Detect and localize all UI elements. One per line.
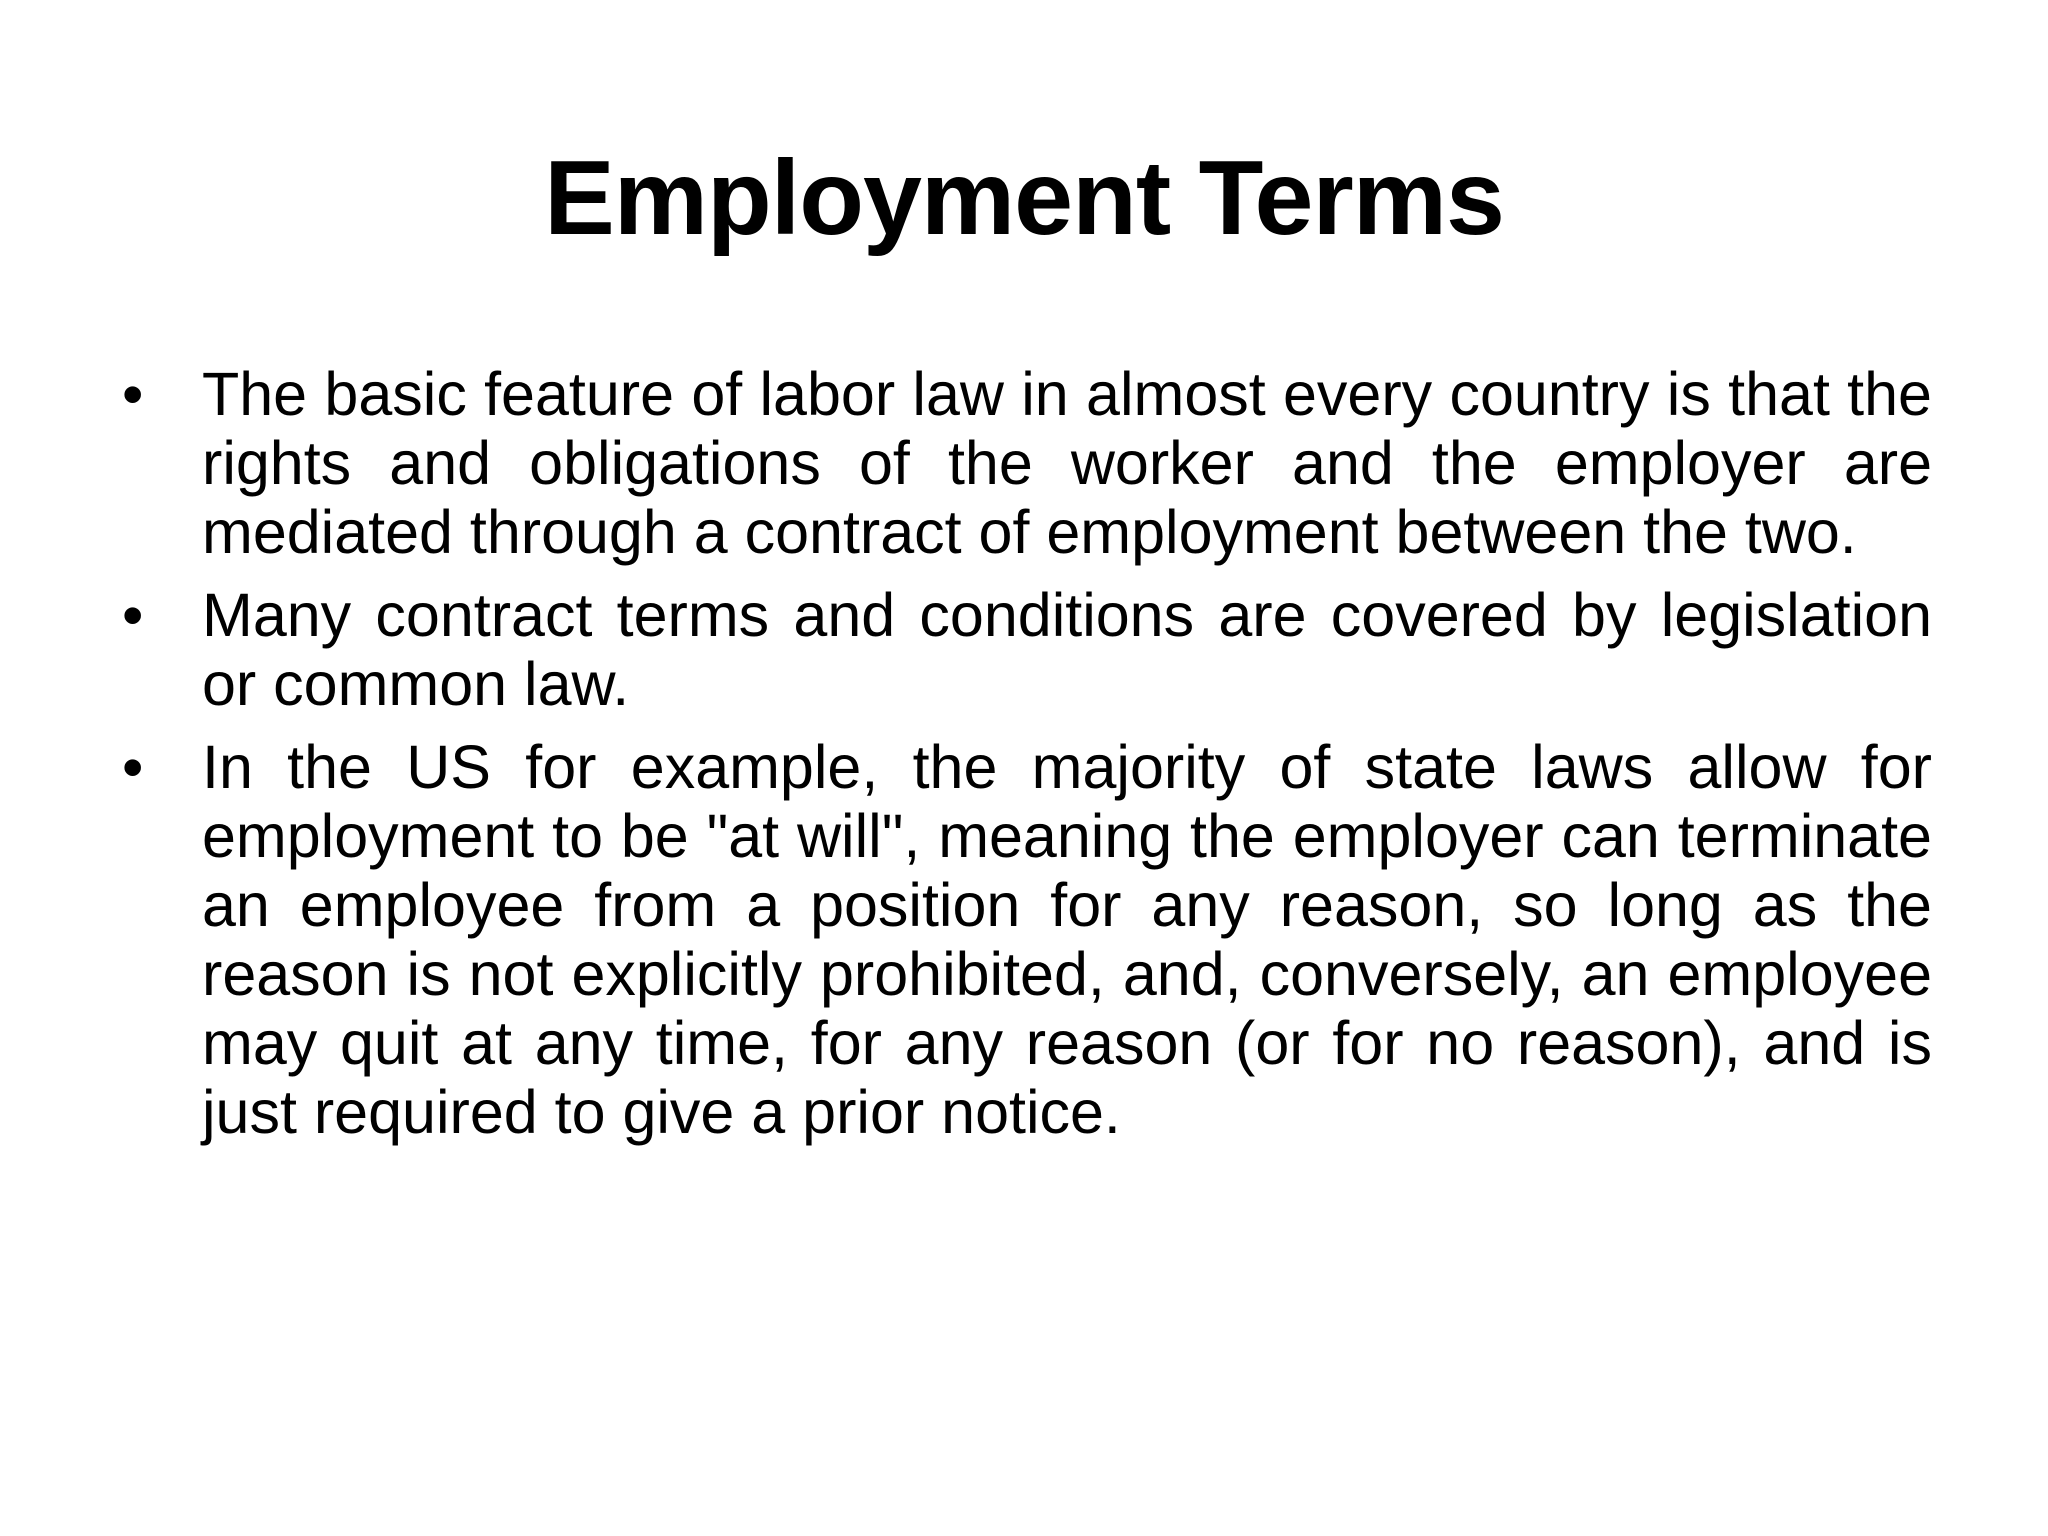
bullet-text: The basic feature of labor law in almost every country is that the rights and obligations of the worker and the employer are mediated through a contract of employment between the two. [202, 360, 1932, 566]
bullet-item [122, 581, 1932, 719]
bullet-text: Many contract terms and conditions are covered by legislation or common law. [202, 581, 1932, 718]
bullet-item [122, 360, 1932, 567]
slide-title: Employment Terms [544, 139, 1504, 257]
bullet-marker-icon: • [122, 733, 144, 801]
bullet-marker-icon: • [122, 581, 144, 649]
bullet-marker-icon: • [122, 360, 144, 428]
bullet-list [122, 360, 1932, 1161]
bullet-item [122, 733, 1932, 1147]
bullet-text: In the US for example, the majority of state laws allow for employment to be "at will", meaning the employer can terminate an employee from a position for any reason, so long as the reason is not explicitly prohibited, and, conversely, an employee may quit at any time, for any reason (or for no reason), and is just required to give a prior notice. [202, 733, 1932, 1146]
